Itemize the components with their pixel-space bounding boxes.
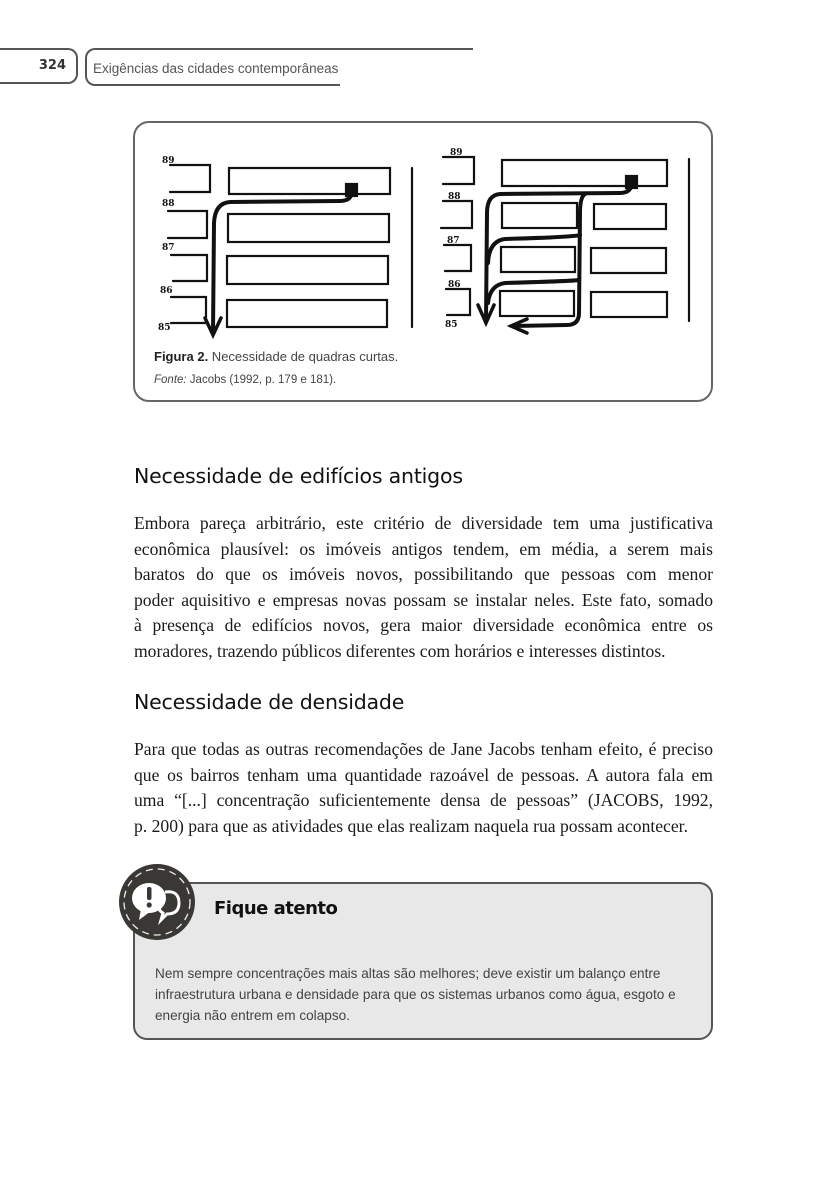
paragraph-line: baratos do que os imóveis novos, possibilitando que pessoas com menor — [134, 564, 713, 585]
figure-source-label: Fonte: — [154, 374, 187, 386]
figure-frame — [133, 121, 713, 402]
left-partial-block — [171, 297, 206, 323]
short-block — [500, 291, 574, 316]
route-path — [213, 190, 352, 333]
paragraph-line: que os bairros tenham uma quantidade razoável de pessoas. A autora fala em — [134, 764, 713, 785]
street-label-right-86: 86 — [448, 280, 461, 290]
figure-caption-text: Necessidade de quadras curtas. — [208, 349, 399, 364]
long-block — [227, 300, 387, 327]
left-partial-block — [170, 165, 210, 192]
figure-caption — [154, 349, 398, 364]
left-partial-block — [171, 255, 207, 281]
page-number-box — [0, 48, 78, 84]
street-label-right-87: 87 — [447, 236, 460, 246]
paragraph-line: Embora pareça arbitrário, este critério de diversidade tem uma justificativa — [134, 513, 713, 533]
left-partial-block — [444, 245, 471, 271]
figure-source — [154, 374, 336, 386]
section-heading-old-buildings: Necessidade de edifícios antigos — [134, 464, 463, 488]
paragraph-line: poder aquisitivo e empresas novas possam se instalar neles. Este fato, somado — [134, 589, 713, 610]
short-block — [502, 203, 577, 228]
speech-bubbles-exclamation-icon — [119, 862, 199, 942]
short-block — [501, 247, 575, 272]
page-number: 324 — [38, 58, 66, 73]
street-label-left-88: 88 — [162, 199, 175, 209]
left-diagram-long-blocks — [168, 165, 412, 335]
street-label-left-85: 85 — [158, 323, 171, 333]
street-labels — [158, 148, 463, 333]
street-label-left-86: 86 — [160, 286, 173, 296]
block — [502, 160, 667, 186]
origin-marker — [626, 176, 637, 188]
callout-text: Nem sempre concentrações mais altas são melhores; deve existir um balanço entre infraestrutura urbana e densidade para que os sistemas urbanos como água, esgoto e energia não entrem em colapso. — [155, 966, 676, 1023]
street-label-right-85: 85 — [445, 320, 458, 330]
right-diagram-short-blocks — [441, 157, 689, 333]
callout-title: Fique atento — [214, 898, 338, 919]
figure-label: Figura 2. — [154, 349, 209, 364]
running-title: Exigências das cidades contemporâneas — [93, 61, 339, 76]
section-paragraph-old-buildings — [134, 511, 713, 665]
long-block — [227, 256, 388, 284]
left-partial-block — [443, 157, 474, 184]
paragraph-line: moradores, trazendo públicos diferentes com horários e interesses distintos. — [134, 640, 666, 661]
paragraph-line: à presença de edifícios novos, gera maior diversidade econômica entre os — [134, 615, 713, 636]
long-block — [228, 214, 389, 242]
short-block — [594, 204, 666, 229]
left-partial-block — [168, 211, 207, 238]
left-partial-block — [446, 289, 470, 315]
figure-source-text: Jacobs (1992, p. 179 e 181). — [186, 374, 337, 386]
street-label-right-88: 88 — [448, 192, 461, 202]
paragraph-line: uma “[...] concentração suficientemente densa de pessoas” (JACOBS, 1992, — [134, 790, 713, 811]
left-partial-block — [441, 201, 472, 228]
section-heading-density: Necessidade de densidade — [134, 690, 405, 714]
long-block — [229, 168, 390, 194]
short-blocks-diagram — [155, 143, 695, 343]
origin-marker — [346, 184, 357, 196]
street-label-left-87: 87 — [162, 243, 175, 253]
section-paragraph-density — [134, 737, 713, 839]
paragraph-line: econômica plausível: os imóveis antigos tendem, em média, a serem mais — [134, 538, 713, 559]
paragraph-line: Para que todas as outras recomendações de Jane Jacobs tenham efeito, é preciso — [134, 739, 713, 759]
paragraph-line: p. 200) para que as atividades que elas realizam naquela rua possam acontecer. — [134, 815, 688, 836]
street-label-right-89: 89 — [450, 148, 463, 158]
short-block — [591, 292, 667, 317]
street-label-left-89: 89 — [162, 156, 175, 166]
short-block — [591, 248, 666, 273]
